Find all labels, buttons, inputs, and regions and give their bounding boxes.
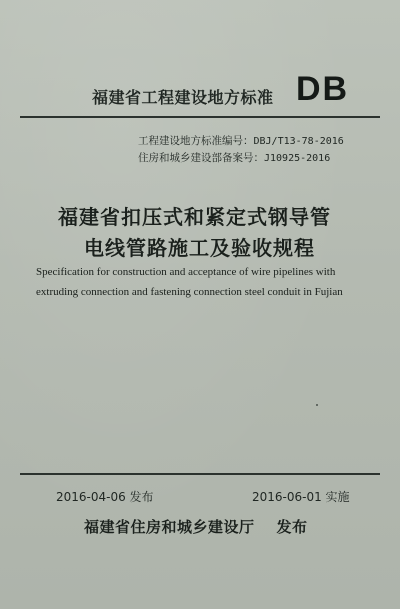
db-standard-logo: DB: [296, 70, 350, 108]
title-chinese-line-2: 电线管路施工及验收规程: [84, 236, 315, 260]
record-number-line: [138, 150, 330, 165]
title-english-line-2: extruding connection and fastening connection steel conduit in Fujian: [36, 286, 343, 298]
title-chinese-line-1: 福建省扣压式和紧定式钢导管: [58, 205, 331, 229]
standard-code-label: 工程建设地方标准编号：: [138, 135, 254, 147]
standard-code-line: [138, 133, 344, 148]
standard-category-title: 福建省工程建设地方标准: [92, 88, 274, 107]
implement-date: 2016-06-01 实施: [252, 490, 350, 504]
publish-date: 2016-04-06 发布: [56, 490, 154, 504]
top-divider: [20, 116, 380, 118]
record-number-label: 住房和城乡建设部备案号：: [138, 152, 264, 164]
print-speck: [316, 404, 318, 406]
standard-code-value: DBJ/T13-78-2016: [253, 136, 344, 147]
issuer-name: 福建省住房和城乡建设厅: [84, 518, 255, 536]
issuer-action: 发布: [276, 518, 308, 536]
record-number-value: J10925-2016: [264, 153, 331, 164]
bottom-divider: [20, 473, 380, 475]
issuer-line: [84, 516, 308, 537]
title-english-line-1: Specification for construction and acceptance of wire pipelines with: [36, 266, 336, 278]
